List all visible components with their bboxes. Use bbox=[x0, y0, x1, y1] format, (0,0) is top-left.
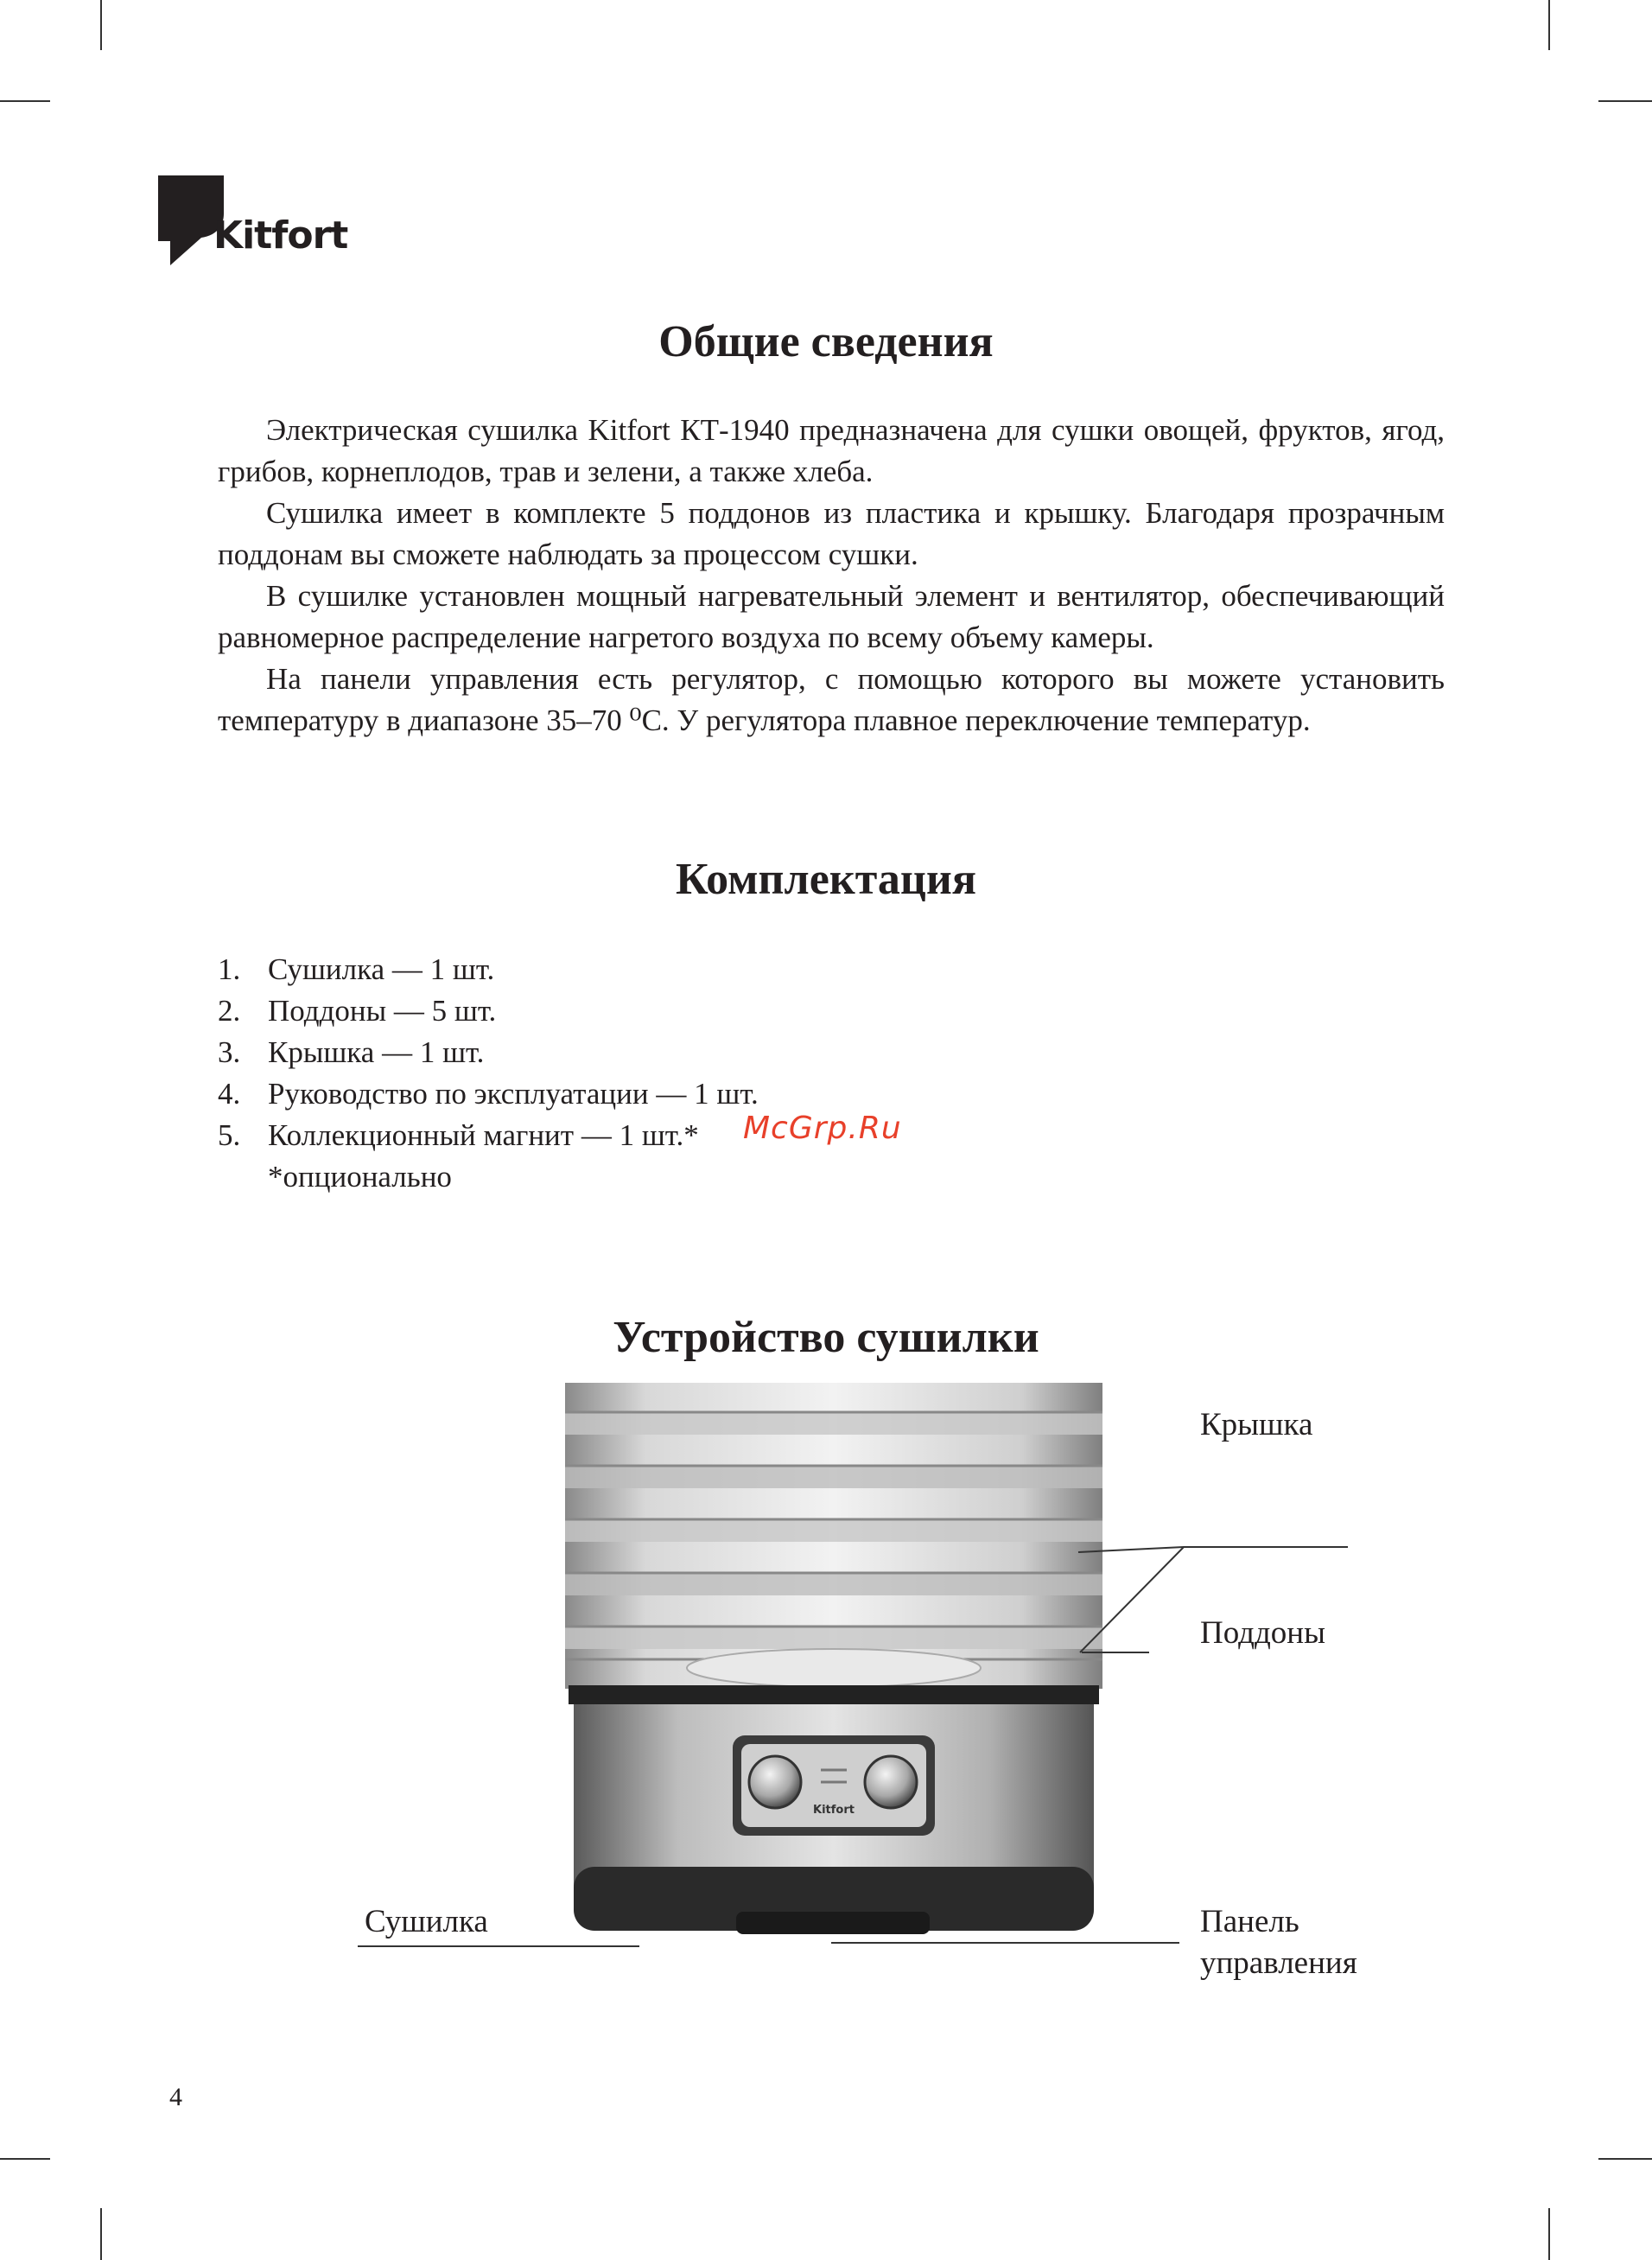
dehydrator-illustration bbox=[0, 1383, 1652, 2074]
list-item-text: Крышка — 1 шт. bbox=[268, 1035, 485, 1069]
label-control-panel-line1: Панель bbox=[1200, 1904, 1299, 1939]
label-control-panel bbox=[1200, 1901, 1357, 1984]
trays bbox=[565, 1383, 1102, 1689]
list-item-number: 1. bbox=[218, 952, 241, 986]
crop-mark bbox=[1598, 100, 1652, 102]
list-item-number: 5. bbox=[218, 1118, 241, 1152]
list-item bbox=[218, 990, 759, 1032]
section-title-device: Устройство сушилки bbox=[613, 1313, 1039, 1362]
section-title-general: Общие сведения bbox=[658, 317, 994, 366]
crop-mark bbox=[1548, 0, 1550, 50]
paragraph: На панели управления есть регулятор, с помощью которого вы можете установить температуру в диапазоне 35–70 ⁰С. У регулятора плавное переключение температур. bbox=[218, 662, 1445, 737]
list-item bbox=[218, 949, 759, 990]
section-title-contents: Комплектация bbox=[676, 855, 976, 904]
contents-list bbox=[218, 949, 759, 1156]
base bbox=[569, 1685, 1099, 1934]
crop-mark bbox=[100, 0, 102, 50]
list-item-number: 2. bbox=[218, 994, 241, 1028]
label-lid: Крышка bbox=[1200, 1407, 1313, 1442]
logo-text: Kitfort bbox=[213, 213, 348, 258]
crop-mark bbox=[1548, 2208, 1550, 2260]
list-item-text: Сушилка — 1 шт. bbox=[268, 952, 495, 986]
general-description bbox=[218, 410, 1445, 742]
crop-mark bbox=[100, 2208, 102, 2260]
paragraph: В сушилке установлен мощный нагревательный элемент и вентилятор, обеспечивающий равномерное распределение нагретого воздуха по всему объему камеры. bbox=[218, 579, 1445, 654]
list-item-number: 3. bbox=[218, 1035, 241, 1069]
crop-mark bbox=[0, 2158, 50, 2160]
paragraph: Сушилка имеет в комплекте 5 поддонов из пластика и крышку. Благодаря прозрачным поддонам вы сможете наблюдать за процессом сушки. bbox=[218, 496, 1445, 571]
page-number: 4 bbox=[169, 2083, 182, 2111]
label-control-panel-line2: управления bbox=[1200, 1945, 1357, 1981]
list-item bbox=[218, 1032, 759, 1073]
optional-note: *опционально bbox=[268, 1160, 452, 1194]
list-item-text: Руководство по эксплуатации — 1 шт. bbox=[268, 1077, 759, 1111]
list-item bbox=[218, 1073, 759, 1115]
kitfort-logo bbox=[158, 175, 357, 271]
list-item-text: Поддоны — 5 шт. bbox=[268, 994, 497, 1028]
list-item-number: 4. bbox=[218, 1077, 241, 1111]
label-body: Сушилка bbox=[365, 1904, 488, 1939]
watermark: McGrp.Ru bbox=[743, 1111, 902, 1146]
paragraph: Электрическая сушилка Kitfort КТ-1940 предназначена для сушки овощей, фруктов, ягод, грибов, корнеплодов, трав и зелени, а также хлеба. bbox=[218, 413, 1445, 488]
crop-mark bbox=[0, 100, 50, 102]
panel-brand-text: Kitfort bbox=[813, 1804, 855, 1817]
crop-mark bbox=[1598, 2158, 1652, 2160]
list-item-text: Коллекционный магнит — 1 шт.* bbox=[268, 1118, 699, 1152]
list-item bbox=[218, 1115, 759, 1156]
label-trays: Поддоны bbox=[1200, 1615, 1325, 1651]
